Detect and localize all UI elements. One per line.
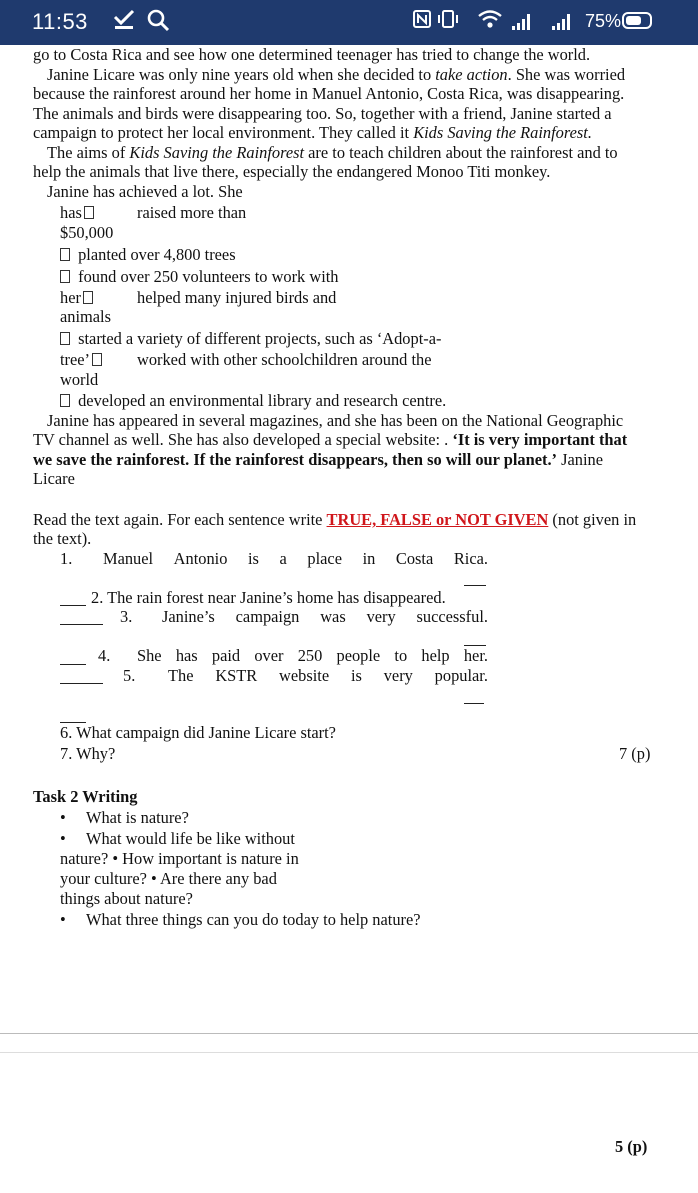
- bullet-item: nature? • How important is nature in: [60, 849, 299, 868]
- answer-blank[interactable]: [60, 624, 103, 625]
- battery-icon: [622, 12, 652, 29]
- battery-percent: 75%: [585, 11, 622, 31]
- question-number: 3.: [120, 607, 133, 626]
- article-line: Licare: [33, 469, 75, 488]
- answer-blank[interactable]: [464, 585, 486, 586]
- question-number: 5.: [123, 666, 136, 685]
- bullet-item: What three things can you do today to help nature?: [86, 910, 421, 929]
- checkbox-glyph-icon: [60, 394, 70, 407]
- list-item: tree’: [60, 350, 106, 369]
- page-divider: [0, 1033, 698, 1034]
- list-item: planted over 4,800 trees: [58, 245, 236, 264]
- list-item: animals: [60, 307, 111, 326]
- question-5: The KSTR website is very popular.: [168, 666, 488, 685]
- article-line: campaign to protect her local environment. They called it Kids Saving the Rainforest.: [33, 123, 592, 142]
- list-item: helped many injured birds and: [137, 288, 337, 307]
- wifi-icon: [477, 8, 503, 36]
- answer-blank[interactable]: [60, 605, 86, 606]
- bullet-item: What would life be like without: [86, 829, 295, 848]
- clock: 11:53: [32, 9, 88, 34]
- list-item: started a variety of different projects, such as ‘Adopt-a-: [58, 329, 441, 348]
- article-line: Janine Licare was only nine years old when she decided to take action. She was worried: [47, 65, 626, 84]
- list-item: found over 250 volunteers to work with: [58, 267, 339, 286]
- bullet-item: your culture? • Are there any bad: [60, 869, 277, 888]
- article-line: Janine has achieved a lot. She: [47, 182, 243, 201]
- task1-instructions: the text).: [33, 529, 92, 548]
- article-line: The aims of Kids Saving the Rainforest are to teach children about the rainforest and to: [47, 143, 618, 162]
- list-item: worked with other schoolchildren around the: [137, 350, 432, 369]
- bullet-icon: •: [60, 910, 66, 929]
- list-item: $50,000: [60, 223, 114, 242]
- article-line: The animals and birds were disappearing too. So, together with a friend, Janine started a: [33, 104, 612, 123]
- question-4: She has paid over 250 people to help her.: [137, 646, 488, 665]
- list-item: her: [60, 288, 97, 307]
- list-item: has: [60, 203, 98, 222]
- checkbox-glyph-icon: [83, 291, 93, 304]
- download-done-icon: [112, 8, 136, 36]
- answer-blank[interactable]: [60, 664, 86, 665]
- points-label: 7 (p): [619, 744, 651, 763]
- checkbox-glyph-icon: [84, 206, 94, 219]
- status-bar: [0, 0, 698, 45]
- bullet-icon: •: [60, 829, 66, 848]
- question-6: 6. What campaign did Janine Licare start?: [60, 723, 336, 742]
- list-item: world: [60, 370, 99, 389]
- bullet-item: things about nature?: [60, 889, 193, 908]
- bullet-item: What is nature?: [86, 808, 189, 827]
- question-2: 2. The rain forest near Janine’s home has disappeared.: [91, 588, 446, 607]
- answer-blank[interactable]: [464, 703, 484, 704]
- answer-blank[interactable]: [60, 683, 103, 684]
- question-3: Janine’s campaign was very successful.: [162, 607, 488, 626]
- checkbox-glyph-icon: [60, 332, 70, 345]
- task2-title: Task 2 Writing: [33, 787, 138, 806]
- signal-icon: [552, 14, 570, 30]
- list-item: raised more than: [137, 203, 247, 222]
- question-number: 4.: [98, 646, 111, 665]
- article-line: Janine has appeared in several magazines, and she has been on the National Geographic: [47, 411, 624, 430]
- vibrate-icon: [437, 8, 459, 36]
- article-line: because the rainforest around her home in Manuel Antonio, Costa Rica, was disappearing.: [33, 84, 625, 103]
- nfc-icon: [412, 8, 432, 36]
- question-number: 1.: [60, 549, 73, 568]
- signal-icon: [512, 14, 530, 30]
- checkbox-glyph-icon: [92, 353, 102, 366]
- points-label: 5 (p): [615, 1137, 648, 1156]
- page-divider: [0, 1052, 698, 1053]
- bullet-icon: •: [60, 808, 66, 827]
- article-line: go to Costa Rica and see how one determined teenager has tried to change the world.: [33, 45, 591, 64]
- question-1: Manuel Antonio is a place in Costa Rica.: [103, 549, 488, 568]
- article-line: help the animals that live there, especially the endangered Monoo Titi monkey.: [33, 162, 551, 181]
- list-item: developed an environmental library and research centre.: [58, 391, 446, 410]
- checkbox-glyph-icon: [60, 248, 70, 261]
- search-icon[interactable]: [146, 8, 170, 38]
- checkbox-glyph-icon: [60, 270, 70, 283]
- article-line: we save the rainforest. If the rainforest disappears, then so will our planet.’ Janine: [33, 450, 604, 469]
- question-7: 7. Why?: [60, 744, 116, 763]
- task1-instructions: Read the text again. For each sentence write TRUE, FALSE or NOT GIVEN (not given in: [33, 510, 637, 529]
- article-line: TV channel as well. She has also developed a special website: . ‘It is very important that: [33, 430, 628, 449]
